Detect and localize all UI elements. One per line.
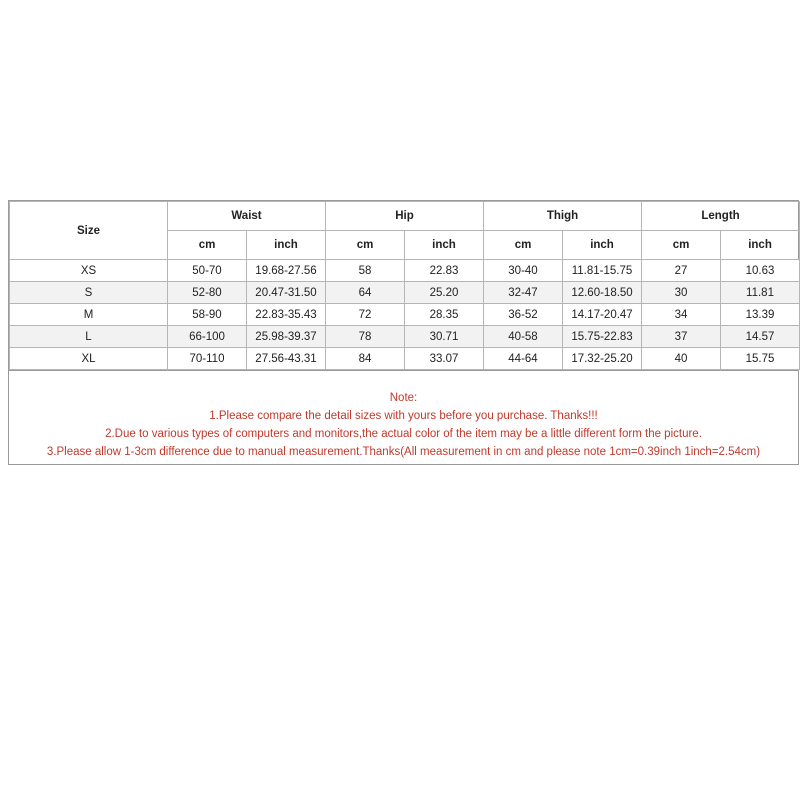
- note-title: Note:: [389, 392, 418, 404]
- table-cell: 19.68-27.56: [247, 260, 326, 282]
- table-cell: 30: [642, 282, 721, 304]
- table-cell: 66-100: [168, 326, 247, 348]
- table-cell: 27.56-43.31: [247, 348, 326, 370]
- table-cell: 64: [326, 282, 405, 304]
- note-line-2: 2.Due to various types of computers and monitors,the actual color of the item may be a little different form the picture.: [105, 428, 702, 440]
- table-cell: 12.60-18.50: [563, 282, 642, 304]
- table-cell: 70-110: [168, 348, 247, 370]
- table-cell: 13.39: [721, 304, 800, 326]
- table-cell: 20.47-31.50: [247, 282, 326, 304]
- table-cell: 58-90: [168, 304, 247, 326]
- table-cell: 33.07: [405, 348, 484, 370]
- unit-header: cm: [642, 231, 721, 260]
- table-cell: 25.20: [405, 282, 484, 304]
- table-cell: 32-47: [484, 282, 563, 304]
- group-header-row: [10, 202, 800, 231]
- table-cell: 27: [642, 260, 721, 282]
- table-cell: 52-80: [168, 282, 247, 304]
- table-cell: 30-40: [484, 260, 563, 282]
- table-cell: 15.75: [721, 348, 800, 370]
- group-header-hip: Hip: [326, 202, 484, 231]
- table-row: [10, 326, 800, 348]
- unit-header: inch: [405, 231, 484, 260]
- unit-header: inch: [721, 231, 800, 260]
- size-cell: XS: [10, 260, 168, 282]
- table-cell: 11.81-15.75: [563, 260, 642, 282]
- table-cell: 34: [642, 304, 721, 326]
- size-chart: [8, 200, 799, 465]
- unit-header: cm: [326, 231, 405, 260]
- table-row: [10, 282, 800, 304]
- table-cell: 78: [326, 326, 405, 348]
- unit-header: cm: [168, 231, 247, 260]
- table-row: [10, 304, 800, 326]
- size-cell: S: [10, 282, 168, 304]
- table-cell: 11.81: [721, 282, 800, 304]
- table-cell: 22.83: [405, 260, 484, 282]
- size-cell: XL: [10, 348, 168, 370]
- note-line-1: 1.Please compare the detail sizes with yours before you purchase. Thanks!!!: [209, 410, 598, 422]
- group-header-thigh: Thigh: [484, 202, 642, 231]
- table-cell: 40-58: [484, 326, 563, 348]
- table-cell: 25.98-39.37: [247, 326, 326, 348]
- note-block: [9, 370, 798, 464]
- note-line-3: 3.Please allow 1-3cm difference due to manual measurement.Thanks(All measurement in cm and please note 1cm=0.39inch 1inch=2.54cm): [46, 446, 761, 458]
- table-cell: 14.17-20.47: [563, 304, 642, 326]
- unit-header: cm: [484, 231, 563, 260]
- size-cell: M: [10, 304, 168, 326]
- group-header-waist: Waist: [168, 202, 326, 231]
- table-cell: 58: [326, 260, 405, 282]
- size-header: Size: [10, 202, 168, 260]
- table-cell: 10.63: [721, 260, 800, 282]
- table-row: [10, 260, 800, 282]
- table-cell: 40: [642, 348, 721, 370]
- unit-header: inch: [247, 231, 326, 260]
- table-cell: 72: [326, 304, 405, 326]
- table-row: [10, 348, 800, 370]
- size-cell: L: [10, 326, 168, 348]
- table-cell: 15.75-22.83: [563, 326, 642, 348]
- table-cell: 22.83-35.43: [247, 304, 326, 326]
- table-cell: 44-64: [484, 348, 563, 370]
- table-cell: 17.32-25.20: [563, 348, 642, 370]
- table-cell: 28.35: [405, 304, 484, 326]
- group-header-length: Length: [642, 202, 800, 231]
- size-table-body: [10, 260, 800, 370]
- unit-header: inch: [563, 231, 642, 260]
- table-cell: 30.71: [405, 326, 484, 348]
- table-cell: 14.57: [721, 326, 800, 348]
- table-cell: 37: [642, 326, 721, 348]
- table-cell: 50-70: [168, 260, 247, 282]
- size-table: [9, 201, 800, 370]
- table-cell: 36-52: [484, 304, 563, 326]
- table-cell: 84: [326, 348, 405, 370]
